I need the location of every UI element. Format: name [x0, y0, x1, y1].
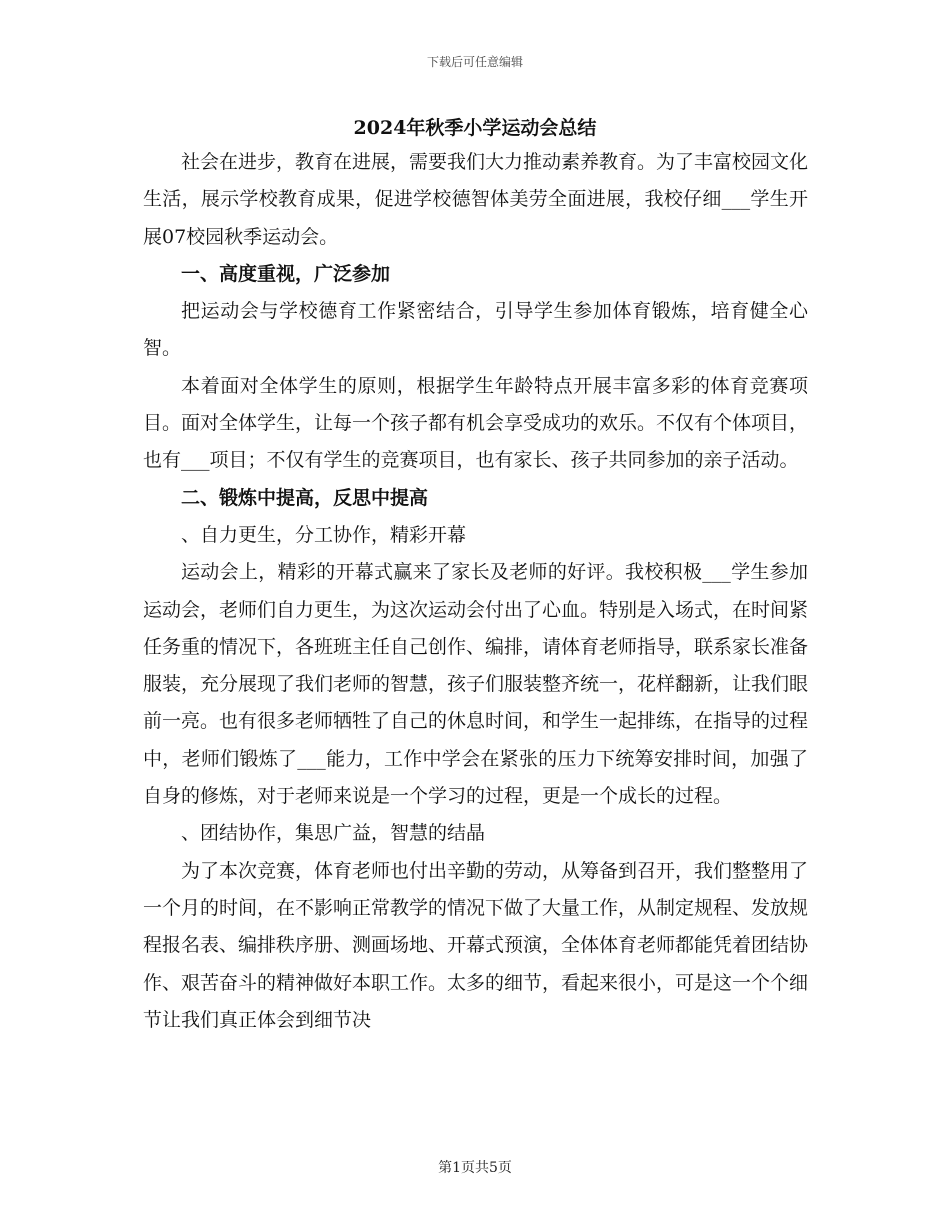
section-heading-1: 一、高度重视，广泛参加 — [181, 262, 391, 285]
paragraph: 运动会上，精彩的开幕式赢来了家长及老师的好评。我校积极___学生参加运动会，老师们自力更生，为这次运动会付出了心血。特别是入场式，在时间紧任务重的情况下，各班班主任自己创作、编排，请体育老师指导，联系家长准备服装，充分展现了我们老师的智慧，孩子们服装整齐统一，花样翻新，让我们眼前一亮。也有很多老师牺牲了自己的休息时间，和学生一起排练，在指导的过程中，老师们锻炼了___能力，工作中学会在紧张的压力下统筹安排时间，加强了自身的修炼，对于老师来说是一个学习的过程，更是一个成长的过程。 — [143, 561, 809, 808]
subsection-heading: 、自力更生，分工协作，精彩开幕 — [181, 523, 467, 546]
document-body — [143, 144, 808, 1039]
paragraph: 把运动会与学校德育工作紧密结合，引导学生参加体育锻炼，培育健全心智。 — [143, 300, 808, 360]
page-header-note: 下载后可任意编辑 — [426, 55, 523, 69]
section-heading-2: 二、锻炼中提高，反思中提高 — [181, 486, 429, 509]
subsection-heading: 、团结协作，集思广益，智慧的结晶 — [181, 822, 486, 845]
paragraph-intro: 社会在进步，教育在进展，需要我们大力推动素养教育。为了丰富校园文化生活，展示学校教育成果，促进学校德智体美劳全面进展，我校仔细___学生开展07校园秋季运动会。 — [143, 151, 809, 248]
paragraph: 本着面对全体学生的原则，根据学生年龄特点开展丰富多彩的体育竞赛项目。面对全体学生，让每一个孩子都有机会享受成功的欢乐。不仅有个体项目，也有___项目；不仅有学生的竞赛项目，也有家长、孩子共同参加的亲子活动。 — [143, 374, 809, 472]
page-number: 第1页共5页 — [438, 1160, 512, 1176]
document-title: 2024年秋季小学运动会总结 — [353, 117, 597, 139]
paragraph: 为了本次竞赛，体育老师也付出辛勤的劳动，从筹备到召开，我们整整用了一个月的时间，在不影响正常教学的情况下做了大量工作，从制定规程、发放规程报名表、编排秩序册、测画场地、开幕式预演，全体体育老师都能凭着团结协作、艰苦奋斗的精神做好本职工作。太多的细节，看起来很小，可是这一个个细节让我们真正体会到细节决 — [143, 859, 809, 1031]
